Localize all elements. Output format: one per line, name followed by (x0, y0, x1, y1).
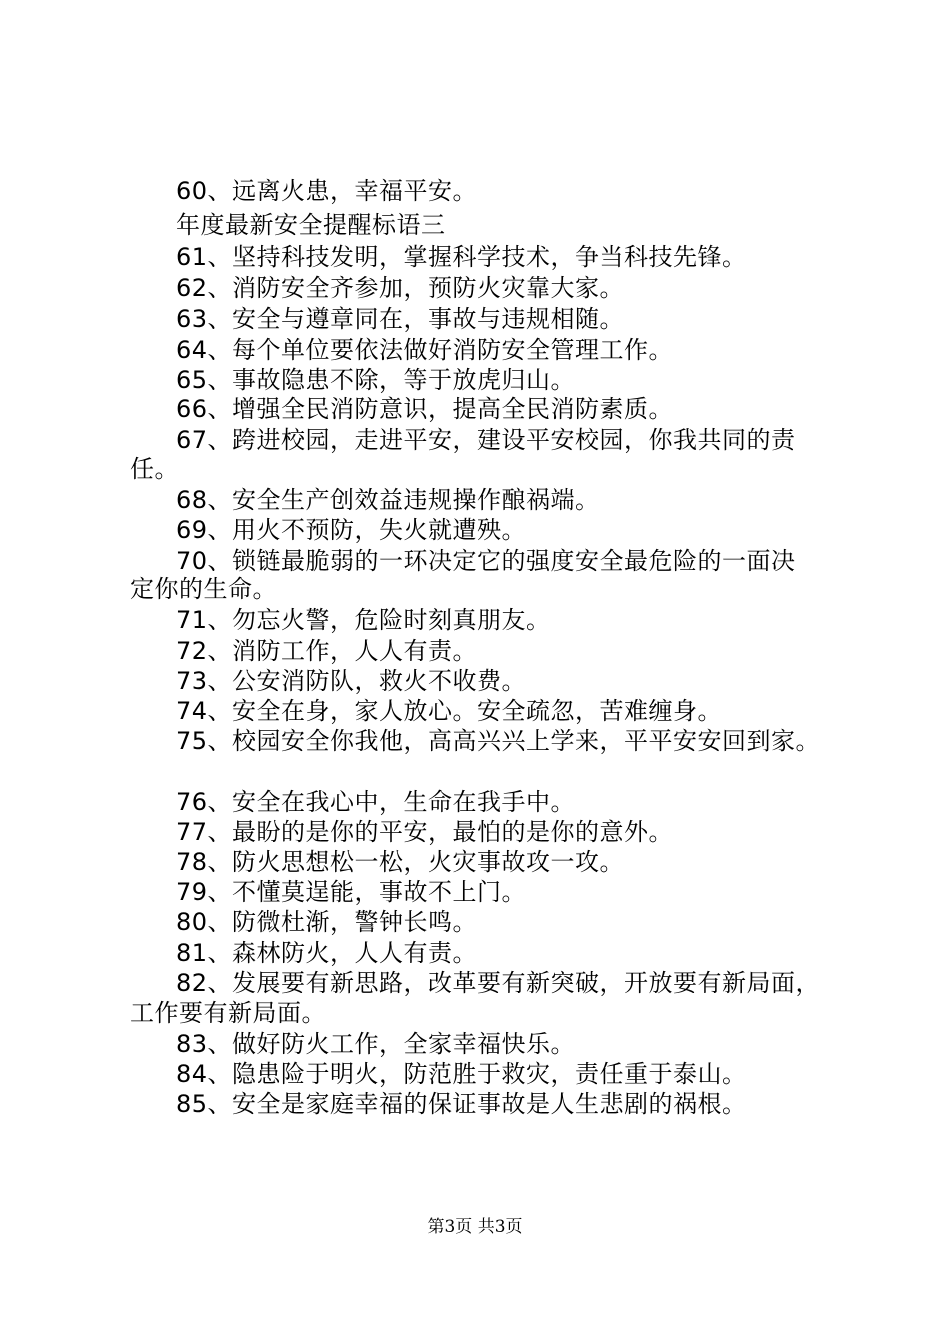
text-line-continuation: 任。 (130, 455, 179, 483)
text-line: 77、最盼的是你的平安，最怕的是你的意外。 (176, 818, 674, 846)
text-line: 82、发展要有新思路，改革要有新突破，开放要有新局面， (176, 969, 821, 997)
text-line: 79、不懂莫逞能，事故不上门。 (176, 878, 527, 906)
text-line: 60、远离火患，幸福平安。 (176, 177, 478, 205)
text-line: 73、公安消防队，救火不收费。 (176, 667, 527, 695)
text-line: 74、安全在身，家人放心。安全疏忽，苦难缠身。 (176, 697, 723, 725)
text-line: 75、校园安全你我他，高高兴兴上学来，平平安安回到家。 (176, 727, 821, 755)
text-line: 68、安全生产创效益违规操作酿祸端。 (176, 486, 600, 514)
text-line: 84、隐患险于明火，防范胜于救灾，责任重于泰山。 (176, 1060, 747, 1088)
text-line: 67、跨进校园，走进平安，建设平安校园，你我共同的责 (176, 426, 796, 454)
section-heading: 年度最新安全提醒标语三 (176, 211, 446, 239)
text-line: 76、安全在我心中，生命在我手中。 (176, 788, 576, 816)
text-line: 69、用火不预防，失火就遭殃。 (176, 516, 527, 544)
text-line: 71、勿忘火警，危险时刻真朋友。 (176, 606, 551, 634)
text-line: 63、安全与遵章同在，事故与违规相随。 (176, 305, 625, 333)
text-line-continuation: 定你的生命。 (130, 575, 277, 603)
text-line: 80、防微杜渐，警钟长鸣。 (176, 908, 478, 936)
page-number-footer: 第3页 共3页 (427, 1217, 523, 1237)
text-line: 72、消防工作，人人有责。 (176, 637, 478, 665)
text-line-continuation: 工作要有新局面。 (130, 999, 326, 1027)
text-line: 61、坚持科技发明，掌握科学技术，争当科技先锋。 (176, 243, 747, 271)
text-line: 66、增强全民消防意识，提高全民消防素质。 (176, 395, 674, 423)
text-line: 85、安全是家庭幸福的保证事故是人生悲剧的祸根。 (176, 1090, 747, 1118)
text-line: 78、防火思想松一松，火灾事故攻一攻。 (176, 848, 625, 876)
text-line: 81、森林防火，人人有责。 (176, 939, 478, 967)
text-line: 62、消防安全齐参加，预防火灾靠大家。 (176, 274, 625, 302)
text-line: 83、做好防火工作，全家幸福快乐。 (176, 1030, 576, 1058)
text-line: 64、每个单位要依法做好消防安全管理工作。 (176, 336, 674, 364)
text-line: 70、锁链最脆弱的一环决定它的强度安全最危险的一面决 (176, 547, 796, 575)
text-line: 65、事故隐患不除，等于放虎归山。 (176, 366, 576, 394)
